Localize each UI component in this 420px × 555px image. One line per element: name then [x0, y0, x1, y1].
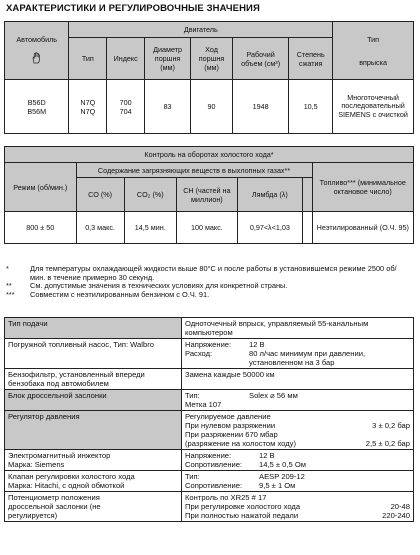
co-value: 0,3 макс.: [76, 212, 124, 244]
mode-value: 800 ± 50: [5, 212, 77, 244]
gas-header: Содержание загрязняющих веществ в выхлопных газах**: [76, 163, 312, 178]
footnote-text: Для температуры охлаждающей жидкости выше 80°C и после работы в установившемся режиме 2500 об/мин. в течение примерно 30 секунд.: [30, 264, 397, 282]
compression-value: 10,5: [289, 80, 333, 134]
pump-label: Погружной топливный насос, Тип: Walbro: [5, 339, 182, 369]
footnote: [6, 265, 411, 282]
regulator-zero-value: 3 ± 0,2 бар: [372, 421, 410, 430]
throttle-mark: Метка 107: [185, 400, 222, 409]
index-cell: [107, 80, 145, 134]
injection-value: Многоточечный последовательный SIEMENS с очисткой: [333, 80, 414, 134]
bore-value: 83: [145, 80, 191, 134]
pump-values: [182, 339, 414, 369]
engine-index: 700: [119, 97, 132, 107]
injector-name: Электромагнитный инжектор: [8, 451, 111, 460]
injector-label: [5, 450, 182, 471]
col-bore: Диаметр поршня (мм): [145, 38, 191, 80]
page-title: ХАРАКТЕРИСТИКИ И РЕГУЛИРОВОЧНЫЕ ЗНАЧЕНИЯ: [6, 3, 260, 14]
potentiometer-label: [5, 492, 182, 522]
col-index: Индекс: [107, 38, 145, 80]
spacer-cell: [302, 212, 312, 244]
col-type: Тип: [69, 38, 107, 80]
feed-label: Тип подачи: [5, 318, 182, 339]
co2-value: 14,5 мин.: [124, 212, 176, 244]
engine-header: Двигатель: [69, 22, 333, 38]
idle-header: Контроль на оборотах холостого хода*: [5, 147, 414, 163]
potentiometer-control: Контроль по XR25 # 17: [185, 493, 267, 502]
hand-icon: [7, 52, 66, 66]
pump-flow-key: Расход:: [185, 349, 213, 358]
footnotes: [6, 265, 411, 299]
lambda-header: Лямбда (λ): [237, 178, 302, 212]
col-compression: Степень сжатия: [289, 38, 333, 80]
footnote: [6, 291, 411, 300]
col-displacement: Рабочий объем (см³): [232, 38, 288, 80]
idle-valve-type-value: AESP 209-12: [259, 472, 305, 481]
type-cell: [69, 80, 107, 134]
idle-valve-res-key: Сопротивление:: [185, 481, 243, 490]
injection-header: [333, 22, 414, 80]
engine-type: N7Q: [80, 97, 96, 107]
potentiometer-full-value: 220-240: [382, 511, 410, 520]
regulator-vac-value: 2,5 ± 0,2 бар: [365, 439, 410, 448]
co-header: CO (%): [76, 178, 124, 212]
co2-header: CO₂ (%): [124, 178, 176, 212]
ch-value: 100 макс.: [176, 212, 237, 244]
pump-voltage-key: Напряжение:: [185, 340, 232, 349]
injector-res-value: 14,5 ± 0,5 Ом: [259, 460, 306, 469]
fuel-header: Топливо*** (минимальное октановое число): [312, 163, 413, 212]
throttle-values: [182, 390, 414, 411]
potentiometer-line: регулируется): [8, 511, 58, 520]
potentiometer-full-key: При полностью нажатой педали: [185, 511, 299, 520]
idle-valve-name: Клапан регулировки холостого хода: [8, 472, 135, 481]
footnote-mark: **: [6, 281, 12, 291]
engine-type: N7Q: [80, 106, 96, 116]
car-cell: [5, 80, 69, 134]
injector-res-key: Сопротивление:: [185, 460, 243, 469]
regulator-zero-key: При нулевом разряжении: [185, 421, 276, 430]
injection-header-label: Тип: [367, 34, 380, 44]
filter-value: Замена каждые 50000 км: [182, 369, 414, 390]
ch-header: CH (частей на миллион): [176, 178, 237, 212]
car-model: B56M: [27, 106, 47, 116]
idle-valve-values: [182, 471, 414, 492]
engine-index: 704: [119, 106, 132, 116]
potentiometer-line: Потенциометр положения: [8, 493, 100, 502]
footnote-text: См. допустимые значения в технических условиях для конкретной страны.: [30, 281, 288, 291]
throttle-type-key: Тип:: [185, 391, 200, 400]
injector-values: [182, 450, 414, 471]
potentiometer-idle-value: 20-48: [390, 502, 410, 511]
car-header-label: Автомобиль: [16, 35, 58, 44]
displacement-value: 1948: [232, 80, 288, 134]
regulator-values: [182, 411, 414, 450]
potentiometer-idle-key: При регулировке холостого хода: [185, 502, 301, 511]
car-header: [5, 22, 69, 80]
idle-valve-type-key: Тип:: [185, 472, 200, 481]
lambda-value: 0,97<λ<1,03: [237, 212, 302, 244]
potentiometer-line: дроссельной заслонки (не: [8, 502, 101, 511]
pump-voltage-value: 12 В: [249, 340, 265, 349]
stroke-value: 90: [191, 80, 233, 134]
footnote-text: Совместим с неэтилированным бензином с О.Ч. 91.: [30, 289, 210, 299]
pump-flow-value: 80 л/час минимум при давлении, установленном на 3 бар: [249, 349, 366, 367]
car-model: B56D: [27, 97, 46, 107]
regulator-vac-note: (разряжение на холостом ходу): [185, 439, 296, 448]
footnote-mark: *: [6, 264, 9, 273]
throttle-label: Блок дроссельной заслонки: [5, 390, 182, 411]
idle-valve-brand: Марка: Hitachi, с одной обмоткой: [8, 481, 125, 490]
fuel-system-table: [4, 317, 414, 522]
injection-header-sub: впрыска: [359, 57, 387, 67]
feed-value: Одноточечный впрыск, управляемый 55-канальным компьютером: [182, 318, 414, 339]
engine-spec-table: [4, 21, 414, 134]
idle-control-table: [4, 146, 414, 244]
throttle-type-value: Solex ⌀ 56 мм: [249, 391, 298, 400]
injector-brand: Марка: Siemens: [8, 460, 65, 469]
fuel-value: Неэтилированный (О.Ч. 95): [312, 212, 413, 244]
filter-label: Бензофильтр, установленный впереди бензобака под автомобилем: [5, 369, 182, 390]
mode-header: Режим (об/мин.): [5, 163, 77, 212]
injector-voltage-key: Напряжение:: [185, 451, 232, 460]
regulator-label: Регулятор давления: [5, 411, 182, 450]
injector-voltage-value: 12 В: [259, 451, 275, 460]
footnote-mark: ***: [6, 289, 15, 299]
regulator-title: Регулируемое давление: [185, 412, 271, 421]
idle-valve-label: [5, 471, 182, 492]
col-stroke: Ход поршня (мм): [191, 38, 233, 80]
potentiometer-values: [182, 492, 414, 522]
spacer-cell: [302, 178, 312, 212]
regulator-vac-key: При разряжении 670 мбар: [185, 430, 278, 439]
idle-valve-res-value: 9,5 ± 1 Ом: [259, 481, 296, 490]
